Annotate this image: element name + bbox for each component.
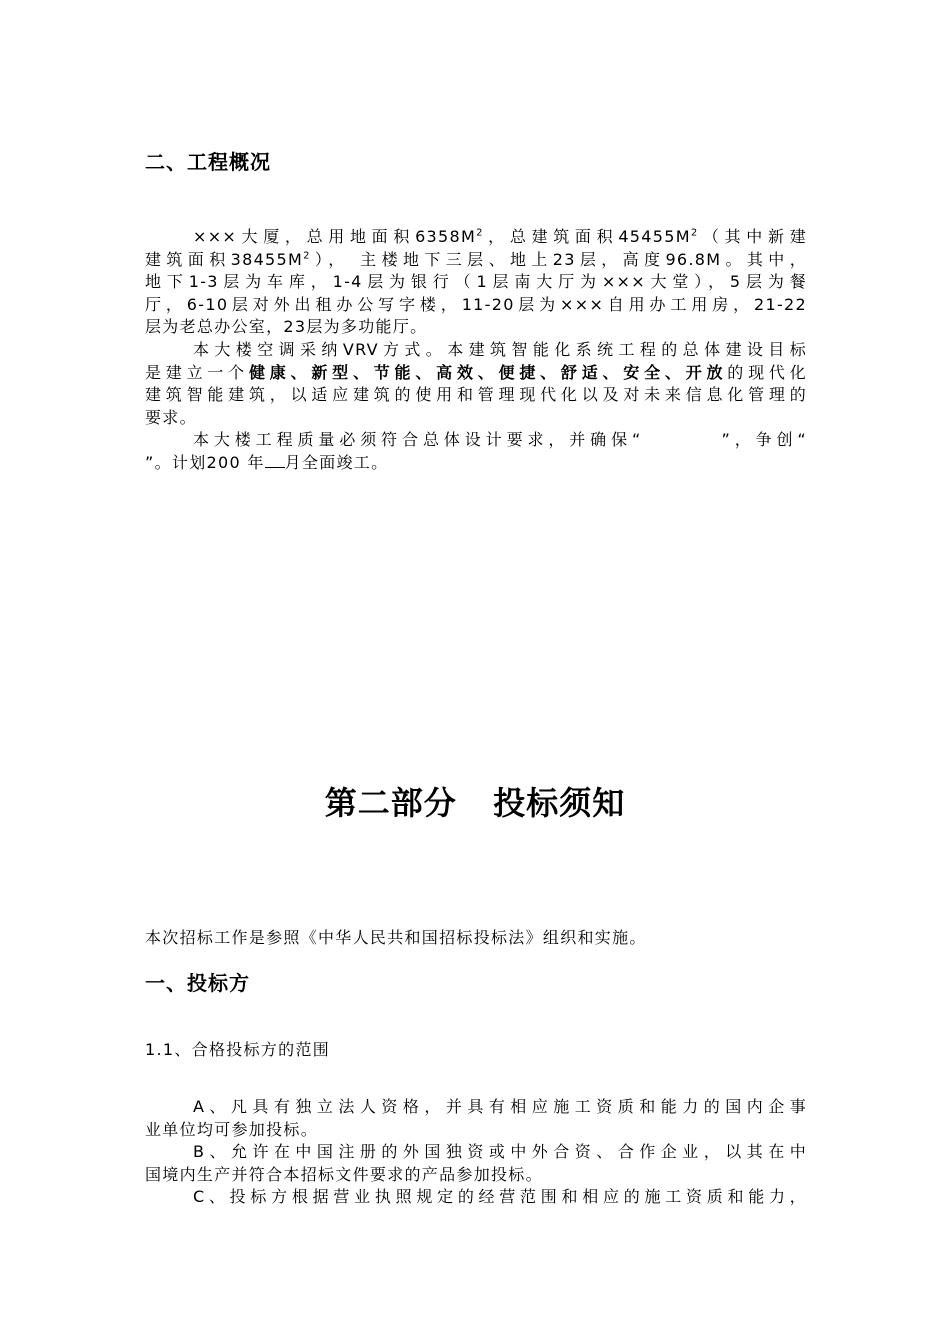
section-heading-bidder: 一、投标方 [145,971,250,995]
overview-p2-line-2: 是建立一个健康、新型、节能、高效、便捷、舒适、安全、开放的现代化 [145,362,807,382]
part-two-title: 第二部分 投标须知 [324,784,626,822]
scope-c-line-1: C、投标方根据营业执照规定的经营范围和相应的施工资质和能力， [193,1187,807,1206]
overview-p1-line-2: 建筑面积$38455M^2$）， 主楼地下三层、地上23层，高度96.8M。其中， [145,249,807,269]
overview-p2-line-4: 要求。 [145,407,197,427]
overview-p2-line-3: 建筑智能建筑，以适应建筑的使用和管理现代化以及对未来信息化管理的 [145,385,807,404]
intro-line: 本次招标工作是参照《中华人民共和国招标投标法》组织和实施。 [145,928,647,947]
overview-p2-line-1: 本大楼空调采纳VRV方式。本建筑智能化系统工程的总体建设目标 [193,340,807,359]
overview-p1-line-5: 层为老总办公室，23层为多功能厅。 [145,317,428,336]
overview-p1-line-3: 地下1-3层为车库，1-4层为银行（1层南大厅为×××大堂），5层为餐 [145,272,807,291]
overview-p1-line-4: 厅，6-10层对外出租办公写字楼，11-20层为×××自用办工用房，21-22 [145,294,807,314]
overview-paragraph-1 [145,226,807,339]
overview-p3-line-2: ”。计划200 年 月全面竣工。 [145,452,389,472]
section-heading-project-overview: 二、工程概况 [145,150,271,174]
scope-b-line-2: 国境内生产并符合本招标文件要求的产品参加投标。 [145,1164,543,1184]
scope-a-line-2: 业单位均可参加投标。 [145,1119,319,1139]
scope-a-line-1: A、凡具有独立法人资格，并具有相应施工资质和能力的国内企事 [193,1097,807,1116]
subheading-qualified-bidders: 1.1、合格投标方的范围 [145,1040,331,1059]
month-blank [265,453,285,468]
overview-p1-line-1: ×××大厦，总用地面积$6358M^2$，总建筑面积$45455M^2$（其中新建 [193,227,807,246]
scope-paragraph [145,1096,807,1209]
overview-paragraph-3 [145,429,807,474]
overview-paragraph-2 [145,339,807,429]
design-goals-bold: 健康、新型、节能、高效、便捷、舒适、安全、开放 [248,362,728,382]
overview-p3-line-1: 本大楼工程质量必须符合总体设计要求，并确保“ ”，争创“ [193,430,807,449]
scope-b-line-1: B、允许在中国注册的外国独资或中外合资、合作企业，以其在中 [193,1142,807,1161]
